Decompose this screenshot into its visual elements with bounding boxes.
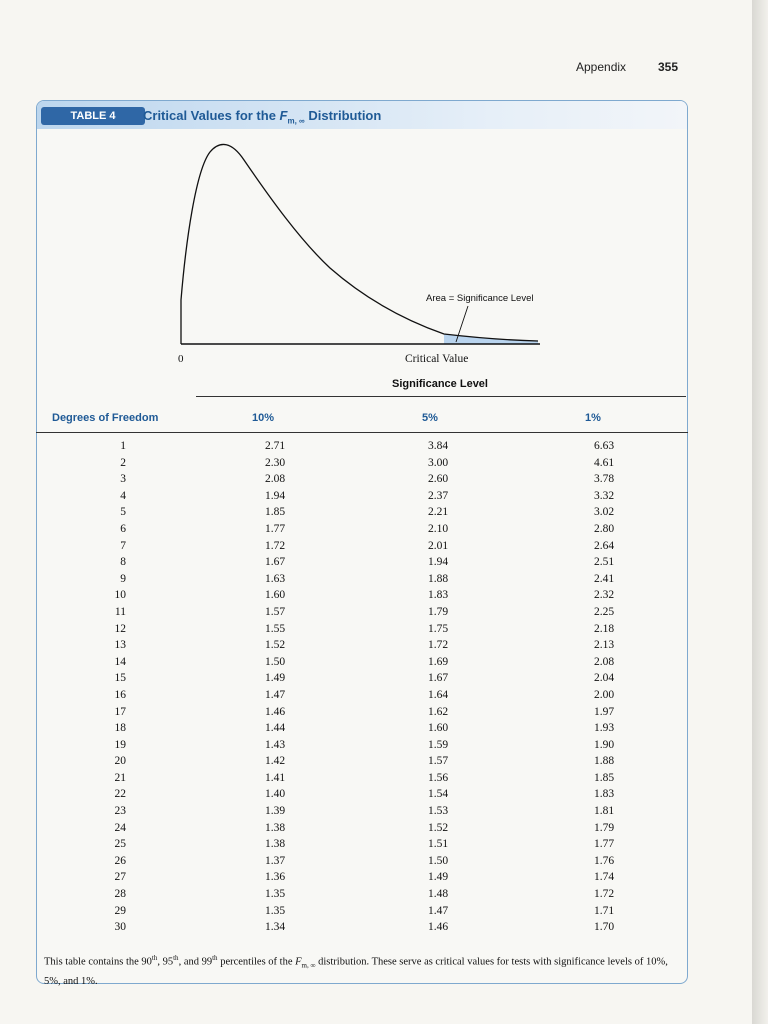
value-5-cell: 1.57	[428, 755, 449, 768]
table-row	[36, 805, 688, 822]
value-5-cell: 1.75	[428, 622, 449, 635]
table-row	[36, 855, 688, 872]
value-10-cell: 1.37	[265, 854, 286, 867]
value-5-cell: 1.51	[428, 838, 449, 851]
table-row	[36, 623, 688, 640]
table-row	[36, 822, 688, 839]
df-cell: 30	[114, 921, 126, 934]
table-tag: TABLE 4	[41, 107, 145, 125]
table-row	[36, 440, 688, 457]
df-cell: 2	[120, 456, 126, 469]
running-head-label: Appendix	[576, 60, 627, 74]
value-10-cell: 1.35	[265, 888, 286, 901]
df-cell: 26	[114, 854, 126, 867]
df-cell: 14	[114, 655, 126, 668]
value-1-cell: 2.00	[594, 688, 615, 701]
df-cell: 18	[114, 722, 126, 735]
df-cell: 6	[120, 522, 126, 535]
value-10-cell: 1.35	[265, 904, 286, 917]
value-5-cell: 1.56	[428, 771, 449, 784]
df-cell: 12	[114, 622, 126, 635]
col-header-5: 5%	[422, 412, 438, 424]
value-5-cell: 1.72	[428, 639, 449, 652]
df-cell: 27	[114, 871, 126, 884]
value-5-cell: 3.84	[428, 440, 449, 452]
value-5-cell: 1.83	[428, 589, 449, 602]
value-10-cell: 1.44	[265, 722, 286, 735]
value-1-cell: 3.32	[594, 489, 615, 502]
df-cell: 16	[114, 688, 126, 701]
value-1-cell: 1.88	[594, 755, 615, 768]
table-title-symbol: F	[279, 108, 288, 123]
area-label: Area = Significance Level	[426, 293, 534, 304]
table-row	[36, 838, 688, 855]
table-footnote	[44, 951, 684, 989]
value-5-cell: 2.37	[428, 489, 449, 502]
value-1-cell: 2.08	[594, 655, 615, 668]
critical-value-label: Critical Value	[405, 353, 469, 365]
table-row	[36, 606, 688, 623]
value-1-cell: 1.72	[594, 888, 615, 901]
distribution-figure	[0, 0, 768, 400]
table-row	[36, 772, 688, 789]
value-10-cell: 2.71	[265, 440, 286, 452]
value-1-cell: 1.77	[594, 838, 615, 851]
table-row	[36, 639, 688, 656]
df-cell: 7	[120, 539, 126, 552]
header-bottom-rule	[36, 432, 688, 433]
value-1-cell: 3.02	[594, 506, 615, 519]
value-10-cell: 2.08	[265, 473, 286, 486]
table-row	[36, 722, 688, 739]
table-row	[36, 672, 688, 689]
col-header-1: 1%	[585, 412, 601, 424]
value-1-cell: 2.04	[594, 672, 615, 685]
table-row	[36, 755, 688, 772]
value-5-cell: 1.47	[428, 904, 449, 917]
table-row	[36, 921, 688, 938]
table-title-suffix: Distribution	[304, 108, 382, 123]
value-1-cell: 3.78	[594, 473, 615, 486]
value-10-cell: 1.85	[265, 506, 286, 519]
table-title-prefix: Critical Values for the	[143, 108, 280, 123]
value-5-cell: 3.00	[428, 456, 449, 469]
df-cell: 21	[114, 771, 126, 784]
col-header-10: 10%	[252, 412, 275, 424]
value-1-cell: 2.51	[594, 556, 615, 569]
value-1-cell: 1.83	[594, 788, 615, 801]
table-row	[36, 540, 688, 557]
value-5-cell: 1.60	[428, 722, 449, 735]
value-1-cell: 1.70	[594, 921, 615, 934]
value-5-cell: 2.60	[428, 473, 449, 486]
footnote-subscript: m, ∞	[301, 961, 316, 970]
value-1-cell: 1.76	[594, 854, 615, 867]
value-10-cell: 1.38	[265, 838, 286, 851]
value-10-cell: 1.52	[265, 639, 286, 652]
value-10-cell: 1.50	[265, 655, 286, 668]
table-row	[36, 888, 688, 905]
df-cell: 9	[120, 572, 126, 585]
df-column-header: Degrees of Freedom	[52, 412, 159, 424]
value-10-cell: 1.49	[265, 672, 286, 685]
df-cell: 17	[114, 705, 126, 718]
value-10-cell: 1.46	[265, 705, 286, 718]
value-10-cell: 1.42	[265, 755, 286, 768]
origin-label: 0	[178, 353, 184, 365]
value-1-cell: 1.90	[594, 738, 615, 751]
value-10-cell: 1.77	[265, 522, 286, 535]
df-cell: 13	[114, 639, 126, 652]
value-1-cell: 4.61	[594, 456, 615, 469]
page-number: 355	[658, 60, 679, 74]
value-10-cell: 1.43	[265, 738, 286, 751]
df-cell: 11	[114, 605, 126, 618]
df-cell: 24	[114, 821, 126, 834]
value-1-cell: 2.64	[594, 539, 615, 552]
value-1-cell: 1.74	[594, 871, 615, 884]
df-cell: 25	[114, 838, 126, 851]
df-cell: 28	[114, 888, 126, 901]
value-5-cell: 1.62	[428, 705, 449, 718]
value-10-cell: 1.63	[265, 572, 286, 585]
footnote-sup-1: th	[151, 954, 158, 962]
value-1-cell: 1.93	[594, 722, 615, 735]
value-1-cell: 1.71	[594, 904, 615, 917]
value-5-cell: 1.64	[428, 688, 449, 701]
value-10-cell: 1.55	[265, 622, 286, 635]
value-5-cell: 1.88	[428, 572, 449, 585]
df-cell: 29	[114, 904, 126, 917]
df-cell: 3	[120, 473, 126, 486]
df-cell: 20	[114, 755, 126, 768]
value-5-cell: 1.94	[428, 556, 449, 569]
value-1-cell: 2.80	[594, 522, 615, 535]
table-row	[36, 739, 688, 756]
value-1-cell: 1.85	[594, 771, 615, 784]
table-row	[36, 506, 688, 523]
footnote-sup-2: th	[173, 954, 179, 962]
value-5-cell: 1.79	[428, 605, 449, 618]
value-5-cell: 1.50	[428, 854, 449, 867]
table-row	[36, 788, 688, 805]
footnote-symbol: F	[295, 956, 302, 968]
value-1-cell: 2.25	[594, 605, 615, 618]
df-cell: 5	[120, 506, 126, 519]
value-1-cell: 2.32	[594, 589, 615, 602]
value-5-cell: 1.49	[428, 871, 449, 884]
value-10-cell: 1.38	[265, 821, 286, 834]
value-5-cell: 1.46	[428, 921, 449, 934]
value-1-cell: 1.79	[594, 821, 615, 834]
value-1-cell: 1.81	[594, 805, 615, 818]
value-10-cell: 1.60	[265, 589, 286, 602]
df-cell: 19	[114, 738, 126, 751]
df-cell: 15	[114, 672, 126, 685]
value-5-cell: 1.69	[428, 655, 449, 668]
significance-level-header: Significance Level	[392, 378, 488, 390]
footnote-text-2: , 95	[157, 956, 174, 968]
table-row	[36, 473, 688, 490]
value-5-cell: 1.67	[428, 672, 449, 685]
table-row	[36, 523, 688, 540]
footnote-text-1: This table contains the 90	[44, 956, 152, 968]
value-10-cell: 1.57	[265, 605, 286, 618]
value-5-cell: 1.59	[428, 738, 449, 751]
value-10-cell: 1.67	[265, 556, 286, 569]
value-10-cell: 1.41	[265, 771, 286, 784]
value-10-cell: 1.47	[265, 688, 286, 701]
footnote-text-5: distribution. These serve as critical values for tests with significance levels of 10%, 5%, and 1%.	[44, 956, 668, 987]
table-row	[36, 689, 688, 706]
footnote-text-3: , and 99	[178, 956, 213, 968]
df-cell: 4	[120, 489, 126, 502]
header-top-rule	[196, 396, 686, 397]
table-row	[36, 573, 688, 590]
value-1-cell: 2.13	[594, 639, 615, 652]
value-5-cell: 1.52	[428, 821, 449, 834]
df-cell: 22	[114, 788, 126, 801]
df-cell: 10	[114, 589, 126, 602]
value-1-cell: 1.97	[594, 705, 615, 718]
table-row	[36, 706, 688, 723]
table-row	[36, 556, 688, 573]
table-row	[36, 871, 688, 888]
value-10-cell: 1.34	[265, 921, 286, 934]
value-1-cell: 2.18	[594, 622, 615, 635]
table-row	[36, 656, 688, 673]
value-10-cell: 1.36	[265, 871, 286, 884]
value-5-cell: 2.10	[428, 522, 449, 535]
value-5-cell: 1.48	[428, 888, 449, 901]
table-row	[36, 490, 688, 507]
value-10-cell: 2.30	[265, 456, 286, 469]
table-body	[36, 440, 688, 938]
value-1-cell: 6.63	[594, 440, 615, 452]
value-10-cell: 1.40	[265, 788, 286, 801]
value-1-cell: 2.41	[594, 572, 615, 585]
value-10-cell: 1.94	[265, 489, 286, 502]
table-title-subscript: m, ∞	[287, 116, 305, 126]
value-5-cell: 2.21	[428, 506, 449, 519]
value-5-cell: 1.54	[428, 788, 449, 801]
footnote-text-4: percentiles of the	[217, 956, 296, 968]
df-cell: 23	[114, 805, 126, 818]
footnote-sup-3: th	[212, 954, 218, 962]
df-cell: 8	[120, 556, 126, 569]
table-row	[36, 457, 688, 474]
table-row	[36, 905, 688, 922]
df-cell: 1	[120, 440, 126, 452]
value-5-cell: 1.53	[428, 805, 449, 818]
value-5-cell: 2.01	[428, 539, 449, 552]
table-row	[36, 589, 688, 606]
value-10-cell: 1.39	[265, 805, 286, 818]
density-curve	[181, 144, 538, 344]
value-10-cell: 1.72	[265, 539, 286, 552]
